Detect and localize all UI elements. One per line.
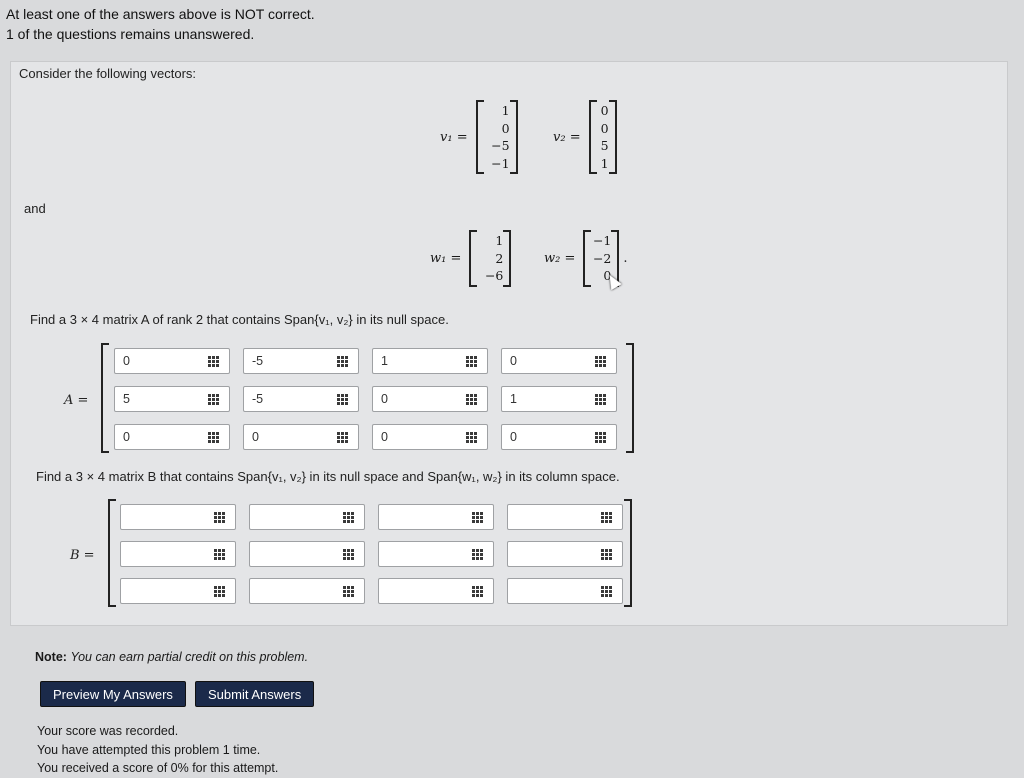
matrix-b-label: B =: [70, 548, 95, 563]
vector-v2-entry: 5: [600, 138, 609, 153]
status-line-unanswered: 1 of the questions remains unanswered.: [6, 26, 255, 42]
matrix-b-entry-input[interactable]: [507, 541, 623, 567]
partial-credit-note: [35, 650, 308, 664]
attempts-text: You have attempted this problem 1 time.: [37, 742, 261, 757]
matrix-a-entry-input[interactable]: [372, 348, 488, 374]
vector-w1: [430, 230, 511, 287]
vector-v1: [440, 100, 518, 174]
matrix-grid-icon[interactable]: [472, 586, 483, 597]
matrix-b-entry-input[interactable]: [249, 541, 365, 567]
matrix-b-entry-input[interactable]: [378, 504, 494, 530]
matrix-a-entry-value: 0: [510, 354, 517, 368]
matrix-a-entry-input[interactable]: [243, 348, 359, 374]
matrix-b-entry-input[interactable]: [249, 504, 365, 530]
matrix-grid-icon[interactable]: [343, 512, 354, 523]
vector-w2-entry: −1: [592, 233, 612, 248]
preview-answers-button[interactable]: Preview My Answers: [40, 681, 186, 707]
note-label: Note:: [35, 650, 67, 664]
matrix-a-left-bracket: [101, 343, 109, 453]
vector-v1-entry: 1: [501, 103, 510, 118]
matrix-grid-icon[interactable]: [214, 586, 225, 597]
matrix-a-entry-value: 0: [123, 430, 130, 444]
vector-v2-entry: 0: [600, 103, 609, 118]
matrix-a-entry-input[interactable]: [114, 348, 230, 374]
matrix-b-entry-input[interactable]: [507, 504, 623, 530]
question-a-text: Find a 3 × 4 matrix A of rank 2 that contains Span{v₁, v₂} in its null space.: [30, 312, 449, 327]
vector-v2-label: v₂ =: [553, 129, 581, 145]
matrix-grid-icon[interactable]: [472, 549, 483, 560]
vector-w2-period: .: [623, 250, 628, 266]
vector-w1-entry: 1: [495, 233, 504, 248]
vector-w1-entry: −6: [484, 268, 504, 283]
status-line-incorrect: At least one of the answers above is NOT correct.: [6, 6, 315, 22]
submit-answers-button[interactable]: Submit Answers: [195, 681, 314, 707]
matrix-b-entry-input[interactable]: [120, 541, 236, 567]
matrix-a-entry-input[interactable]: [372, 424, 488, 450]
matrix-grid-icon[interactable]: [595, 356, 606, 367]
vector-v2-entry: 0: [600, 120, 609, 136]
matrix-a-right-bracket: [626, 343, 634, 453]
matrix-grid-icon[interactable]: [601, 586, 612, 597]
matrix-a-entry-value: -5: [252, 354, 264, 368]
matrix-grid-icon[interactable]: [214, 512, 225, 523]
matrix-a-label: A =: [64, 393, 89, 408]
matrix-b-right-bracket: [624, 499, 632, 607]
vector-w1-label: w₁ =: [430, 250, 462, 266]
matrix-a-entry-input[interactable]: [114, 424, 230, 450]
matrix-grid-icon[interactable]: [208, 356, 219, 367]
matrix-b-entry-input[interactable]: [120, 504, 236, 530]
matrix-a-entry-value: -5: [252, 392, 264, 406]
matrix-a-entry-value: 1: [510, 392, 517, 406]
matrix-grid-icon[interactable]: [337, 394, 348, 405]
note-text: You can earn partial credit on this problem.: [70, 650, 309, 664]
vector-v1-entry: −5: [491, 138, 510, 153]
matrix-grid-icon[interactable]: [466, 432, 477, 443]
vector-v1-entry: 0: [501, 120, 510, 136]
matrix-b-entry-input[interactable]: [378, 541, 494, 567]
score-recorded-text: Your score was recorded.: [37, 724, 179, 738]
matrix-a-entry-value: 0: [252, 430, 259, 444]
score-info: [37, 722, 278, 778]
matrix-b-entry-input[interactable]: [249, 578, 365, 604]
matrix-grid-icon[interactable]: [214, 549, 225, 560]
matrix-grid-icon[interactable]: [208, 432, 219, 443]
matrix-grid-icon[interactable]: [337, 356, 348, 367]
matrix-a-entry-value: 0: [510, 430, 517, 444]
matrix-b-left-bracket: [108, 499, 116, 607]
vector-v1-entry: −1: [491, 155, 510, 171]
matrix-grid-icon[interactable]: [466, 356, 477, 367]
matrix-grid-icon[interactable]: [343, 586, 354, 597]
matrix-a-entry-input[interactable]: [501, 348, 617, 374]
vector-w2-entry: 0: [603, 268, 612, 283]
vector-w2-label: w₂ =: [544, 250, 576, 266]
score-percent-text: You received a score of 0% for this attempt.: [37, 761, 279, 775]
matrix-grid-icon[interactable]: [601, 512, 612, 523]
vector-v2: [553, 100, 617, 174]
vector-w2-entry: −2: [592, 250, 612, 266]
problem-intro: Consider the following vectors:: [19, 66, 197, 81]
matrix-grid-icon[interactable]: [466, 394, 477, 405]
matrix-b-entry-input[interactable]: [120, 578, 236, 604]
vector-v2-bracket: [589, 100, 617, 174]
status-message: [6, 4, 315, 44]
matrix-grid-icon[interactable]: [595, 432, 606, 443]
vector-v1-bracket: [476, 100, 518, 174]
matrix-a-entry-value: 0: [381, 430, 388, 444]
matrix-grid-icon[interactable]: [595, 394, 606, 405]
matrix-a-entry-input[interactable]: [243, 386, 359, 412]
matrix-grid-icon[interactable]: [208, 394, 219, 405]
question-b-text: Find a 3 × 4 matrix B that contains Span{v₁, v₂} in its null space and Span{w₁, w₂} in its column space.: [36, 469, 620, 484]
matrix-a-entry-input[interactable]: [501, 386, 617, 412]
matrix-a-entry-value: 0: [381, 392, 388, 406]
vector-w1-entry: 2: [495, 250, 504, 266]
matrix-grid-icon[interactable]: [472, 512, 483, 523]
matrix-b-entry-input[interactable]: [507, 578, 623, 604]
vector-v1-label: v₁ =: [440, 129, 468, 145]
vector-v2-entry: 1: [600, 155, 609, 171]
matrix-a-entry-input[interactable]: [243, 424, 359, 450]
matrix-a-entry-value: 0: [123, 354, 130, 368]
matrix-a-entry-value: 5: [123, 392, 130, 406]
vector-w1-bracket: [469, 230, 511, 287]
matrix-grid-icon[interactable]: [601, 549, 612, 560]
matrix-grid-icon[interactable]: [337, 432, 348, 443]
matrix-a-entry-input[interactable]: [372, 386, 488, 412]
matrix-a-entry-input[interactable]: [114, 386, 230, 412]
matrix-a-entry-value: 1: [381, 354, 388, 368]
matrix-a-entry-input[interactable]: [501, 424, 617, 450]
matrix-b-entry-input[interactable]: [378, 578, 494, 604]
matrix-grid-icon[interactable]: [343, 549, 354, 560]
and-text: and: [24, 201, 46, 216]
